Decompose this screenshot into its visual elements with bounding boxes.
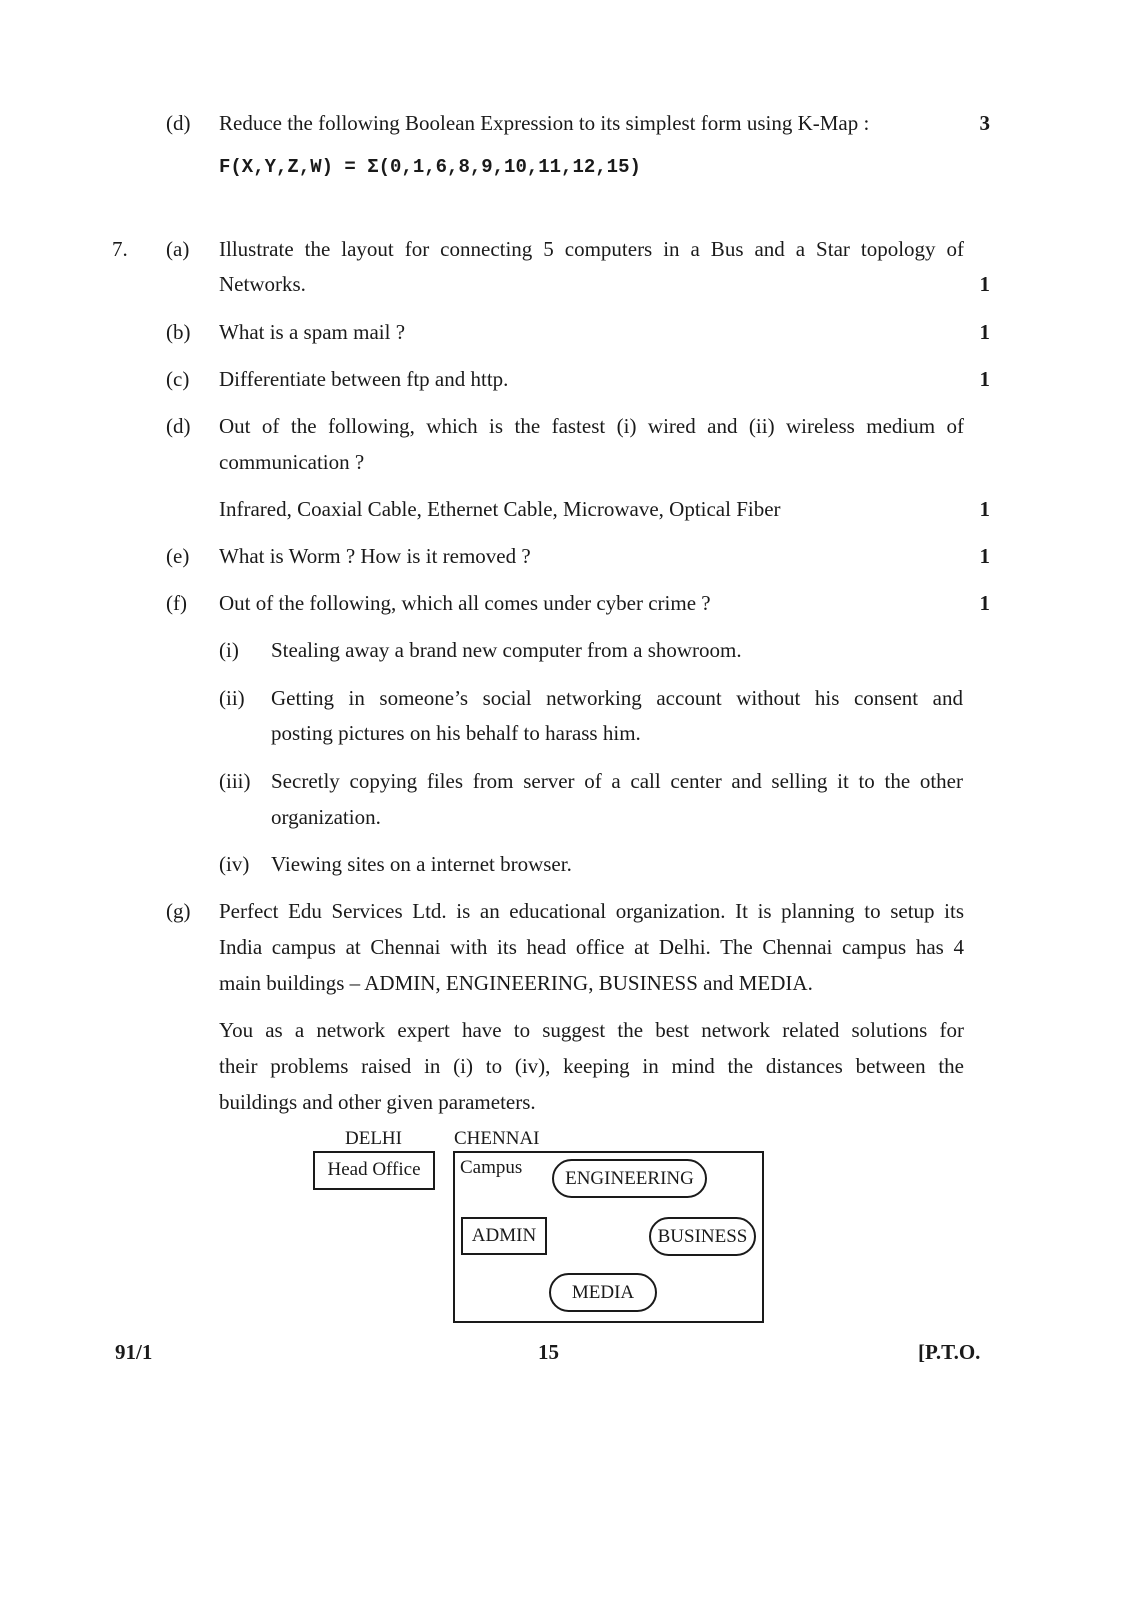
- q7f-item-text: Secretly copying files from server of a call center and selling it to the other: [271, 769, 963, 793]
- q7a-label: (a): [166, 237, 190, 261]
- q7f-item-label: (i): [219, 638, 239, 662]
- q7b-label: (b): [166, 320, 191, 344]
- q7f-text: Out of the following, which all comes under cyber crime ?: [219, 591, 711, 615]
- delhi-label: DELHI: [345, 1128, 402, 1149]
- q7g-para2-line: their problems raised in (i) to (iv), keeping in mind the distances between the: [219, 1054, 964, 1078]
- admin-building: ADMIN: [461, 1217, 547, 1255]
- q7g-label: (g): [166, 899, 191, 923]
- q7f-item-label: (iii): [219, 769, 251, 793]
- q6d-text: Reduce the following Boolean Expression to its simplest form using K-Map :: [219, 111, 870, 135]
- q7f-item-text: Viewing sites on a internet browser.: [271, 852, 572, 876]
- q7c-text: Differentiate between ftp and http.: [219, 367, 509, 391]
- q6d-label: (d): [166, 111, 191, 135]
- q7c-marks: 1: [979, 367, 990, 391]
- q7c-label: (c): [166, 367, 190, 391]
- q7e-label: (e): [166, 544, 190, 568]
- q6d-marks: 3: [979, 111, 990, 135]
- q7b-marks: 1: [979, 320, 990, 344]
- chennai-label: CHENNAI: [454, 1128, 540, 1149]
- q7f-item-text: Stealing away a brand new computer from a showroom.: [271, 638, 742, 662]
- q7g-para1-line: main buildings – ADMIN, ENGINEERING, BUSINESS and MEDIA.: [219, 971, 813, 995]
- q7d-options: Infrared, Coaxial Cable, Ethernet Cable, Microwave, Optical Fiber: [219, 497, 781, 521]
- q7g-para1-line: Perfect Edu Services Ltd. is an educational organization. It is planning to setup its: [219, 899, 964, 923]
- q7g-para2-line: You as a network expert have to suggest the best network related solutions for: [219, 1018, 964, 1042]
- q7e-text: What is Worm ? How is it removed ?: [219, 544, 531, 568]
- business-building: BUSINESS: [649, 1217, 756, 1256]
- q7d-marks: 1: [979, 497, 990, 521]
- paper-code: 91/1: [115, 1340, 153, 1364]
- q7a-line1: Illustrate the layout for connecting 5 computers in a Bus and a Star topology of: [219, 237, 964, 261]
- q7g-para2-line: buildings and other given parameters.: [219, 1090, 536, 1114]
- head-office-box: [313, 1151, 435, 1190]
- q7e-marks: 1: [979, 544, 990, 568]
- q7f-item-label: (ii): [219, 686, 245, 710]
- q7g-para1-line: India campus at Chennai with its head office at Delhi. The Chennai campus has 4: [219, 935, 964, 959]
- campus-label: Campus: [460, 1157, 523, 1178]
- q7-number: 7.: [112, 237, 128, 261]
- q7d-line1: Out of the following, which is the fastest (i) wired and (ii) wireless medium of: [219, 414, 964, 438]
- q7d-line2: communication ?: [219, 450, 365, 474]
- head-office-label: Head Office: [327, 1159, 421, 1180]
- q6d-expression: F(X,Y,Z,W) = Σ(0,1,6,8,9,10,11,12,15): [219, 156, 641, 178]
- q7a-line2: Networks.: [219, 272, 306, 296]
- media-building: MEDIA: [549, 1273, 657, 1312]
- q7f-item-label: (iv): [219, 852, 250, 876]
- engineering-building: ENGINEERING: [552, 1159, 707, 1198]
- q7f-marks: 1: [979, 591, 990, 615]
- page-number: 15: [538, 1340, 559, 1364]
- pto-label: [P.T.O.: [918, 1340, 981, 1364]
- q7d-label: (d): [166, 414, 191, 438]
- q7b-text: What is a spam mail ?: [219, 320, 406, 344]
- q7a-marks: 1: [979, 272, 990, 296]
- q7f-item-text: posting pictures on his behalf to harass him.: [271, 721, 641, 745]
- q7f-label: (f): [166, 591, 187, 615]
- q7f-item-text: organization.: [271, 805, 381, 829]
- q7f-item-text: Getting in someone’s social networking account without his consent and: [271, 686, 963, 710]
